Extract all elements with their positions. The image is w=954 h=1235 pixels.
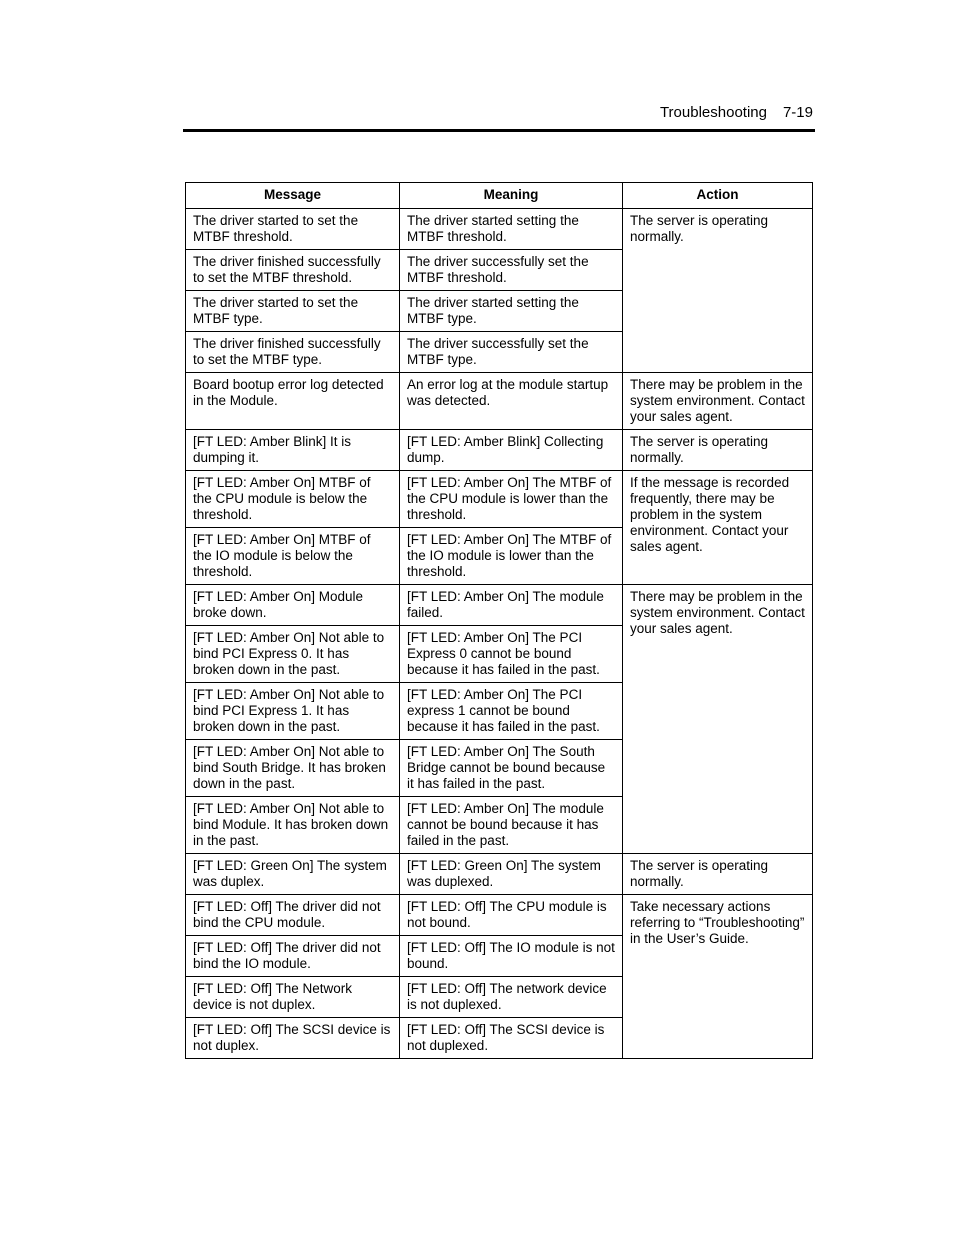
table-row (186, 854, 813, 895)
meaning-cell: [FT LED: Off] The CPU module is not bound. (400, 895, 623, 936)
meaning-cell: [FT LED: Amber On] The MTBF of the IO module is lower than the threshold. (400, 528, 623, 585)
message-cell: The driver finished successfully to set the MTBF threshold. (186, 250, 400, 291)
meaning-cell: [FT LED: Off] The SCSI device is not duplexed. (400, 1018, 623, 1059)
message-cell: The driver started to set the MTBF type. (186, 291, 400, 332)
page-header (660, 104, 813, 121)
message-cell: [FT LED: Amber On] Not able to bind Module. It has broken down in the past. (186, 797, 400, 854)
meaning-cell: [FT LED: Amber On] The PCI Express 0 cannot be bound because it has failed in the past. (400, 626, 623, 683)
table-row (186, 373, 813, 430)
message-cell: [FT LED: Amber On] Not able to bind PCI Express 0. It has broken down in the past. (186, 626, 400, 683)
message-cell: [FT LED: Off] The SCSI device is not duplex. (186, 1018, 400, 1059)
section-title: Troubleshooting (659, 104, 767, 121)
action-cell: The server is operating normally. (623, 209, 813, 373)
meaning-cell: [FT LED: Off] The IO module is not bound. (400, 936, 623, 977)
column-header-meaning: Meaning (400, 183, 623, 209)
message-cell: [FT LED: Off] The Network device is not duplex. (186, 977, 400, 1018)
action-cell: There may be problem in the system environment. Contact your sales agent. (623, 585, 813, 854)
meaning-cell: [FT LED: Green On] The system was duplexed. (400, 854, 623, 895)
meaning-cell: The driver successfully set the MTBF threshold. (400, 250, 623, 291)
meaning-cell: [FT LED: Amber On] The PCI express 1 cannot be bound because it has failed in the past. (400, 683, 623, 740)
meaning-cell: [FT LED: Amber On] The module failed. (400, 585, 623, 626)
message-cell: [FT LED: Green On] The system was duplex. (186, 854, 400, 895)
action-cell: If the message is recorded frequently, there may be problem in the system environment. Contact your sales agent. (623, 471, 813, 585)
table-row (186, 585, 813, 626)
message-cell: [FT LED: Amber On] Not able to bind PCI Express 1. It has broken down in the past. (186, 683, 400, 740)
table-row (186, 430, 813, 471)
meaning-cell: The driver started setting the MTBF type. (400, 291, 623, 332)
message-cell: The driver finished successfully to set the MTBF type. (186, 332, 400, 373)
table-row (186, 895, 813, 936)
table-row (186, 471, 813, 528)
action-cell: The server is operating normally. (623, 430, 813, 471)
message-cell: [FT LED: Off] The driver did not bind the IO module. (186, 936, 400, 977)
message-cell: The driver started to set the MTBF threshold. (186, 209, 400, 250)
meaning-cell: The driver started setting the MTBF threshold. (400, 209, 623, 250)
message-cell: [FT LED: Off] The driver did not bind the CPU module. (186, 895, 400, 936)
meaning-cell: [FT LED: Amber On] The MTBF of the CPU module is lower than the threshold. (400, 471, 623, 528)
meaning-cell: [FT LED: Amber Blink] Collecting dump. (400, 430, 623, 471)
table-body (186, 209, 813, 1059)
action-cell: There may be problem in the system environment. Contact your sales agent. (623, 373, 813, 430)
meaning-cell: An error log at the module startup was detected. (400, 373, 623, 430)
column-header-action: Action (623, 183, 813, 209)
message-cell: [FT LED: Amber On] MTBF of the IO module is below the threshold. (186, 528, 400, 585)
meaning-cell: [FT LED: Off] The network device is not duplexed. (400, 977, 623, 1018)
message-cell: [FT LED: Amber On] Module broke down. (186, 585, 400, 626)
action-cell: Take necessary actions referring to “Troubleshooting” in the User’s Guide. (623, 895, 813, 1059)
action-cell: The server is operating normally. (623, 854, 813, 895)
meaning-cell: The driver successfully set the MTBF type. (400, 332, 623, 373)
table-row (186, 209, 813, 250)
meaning-cell: [FT LED: Amber On] The module cannot be bound because it has failed in the past. (400, 797, 623, 854)
table-header-row (186, 183, 813, 209)
message-cell: [FT LED: Amber On] Not able to bind South Bridge. It has broken down in the past. (186, 740, 400, 797)
message-cell: Board bootup error log detected in the Module. (186, 373, 400, 430)
page-number: 7-19 (782, 104, 813, 121)
message-cell: [FT LED: Amber Blink] It is dumping it. (186, 430, 400, 471)
header-rule (183, 129, 815, 132)
meaning-cell: [FT LED: Amber On] The South Bridge cannot be bound because it has failed in the past. (400, 740, 623, 797)
column-header-message: Message (186, 183, 400, 209)
message-table (185, 182, 813, 1059)
message-cell: [FT LED: Amber On] MTBF of the CPU module is below the threshold. (186, 471, 400, 528)
